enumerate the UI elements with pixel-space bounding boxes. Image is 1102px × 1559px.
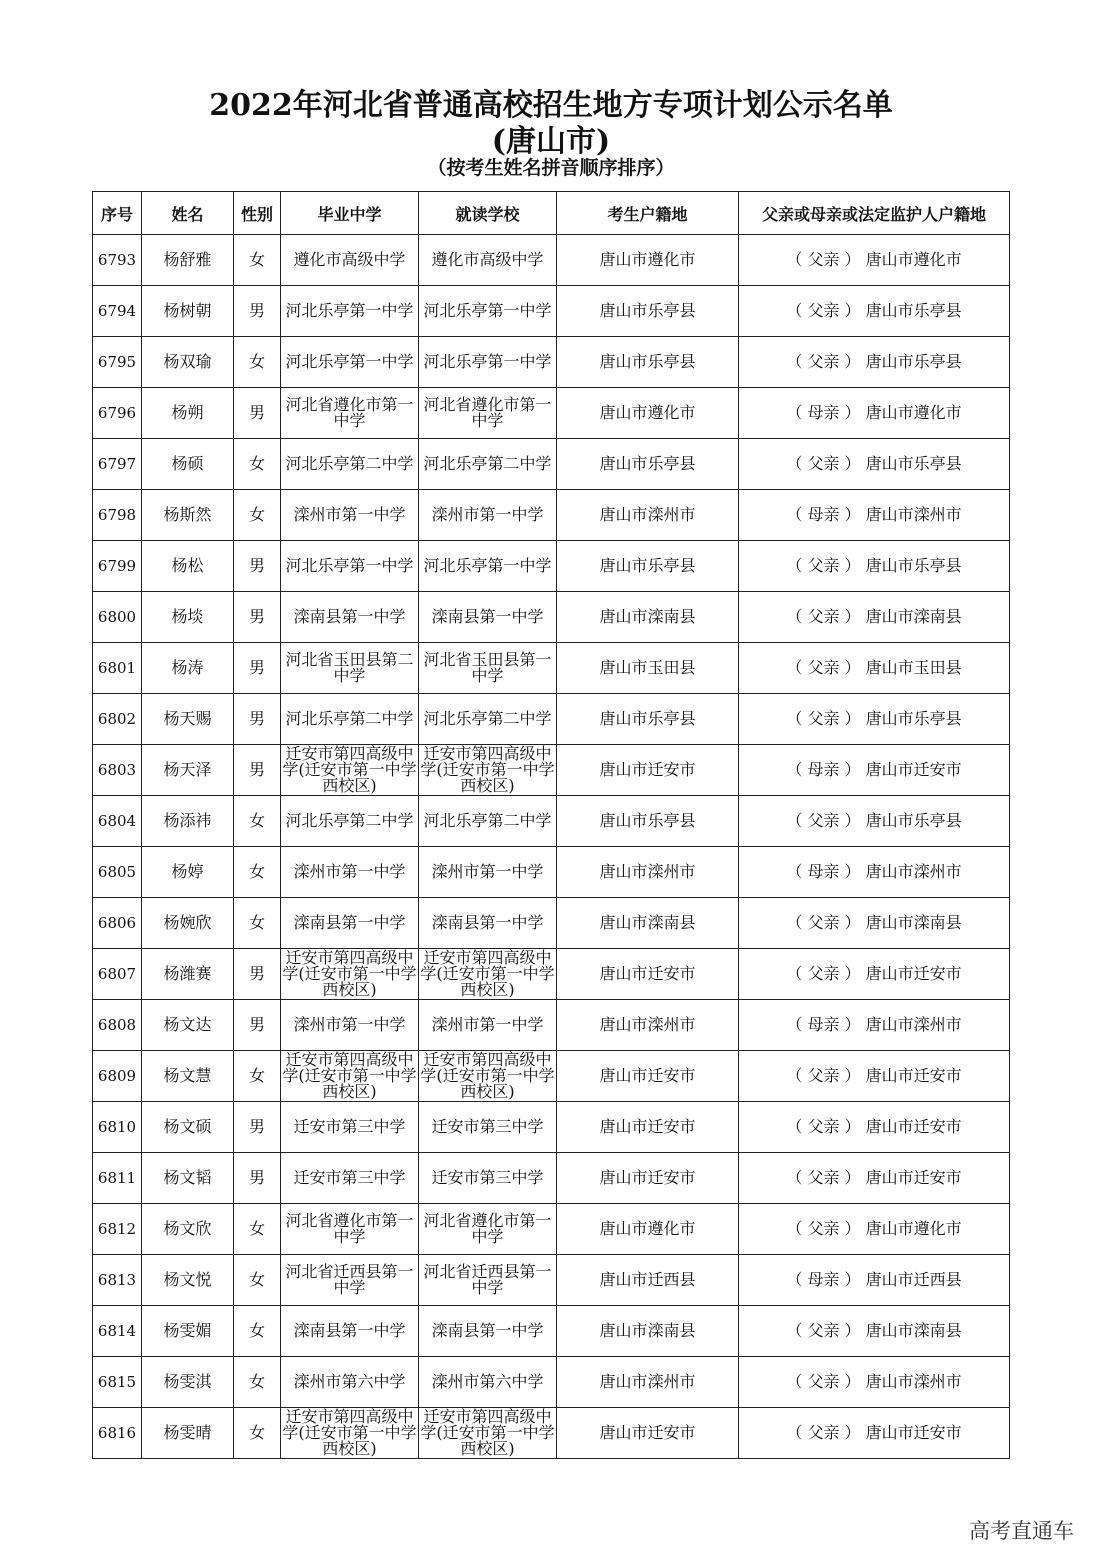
cell-guardian-hukou: （ 父亲 ） 唐山市乐亭县 [739, 286, 1010, 337]
table-row [93, 796, 1010, 847]
cell-grad-school: 河北乐亭第一中学 [281, 286, 419, 337]
cell-grad-school: 迁安市第三中学 [281, 1102, 419, 1153]
cell-grad-school: 滦南县第一中学 [281, 1306, 419, 1357]
table-row [93, 337, 1010, 388]
cell-guardian-hukou: （ 母亲 ） 唐山市滦州市 [739, 490, 1010, 541]
cell-grad-school: 滦州市第六中学 [281, 1357, 419, 1408]
cell-grad-school: 滦南县第一中学 [281, 898, 419, 949]
cell-no: 6805 [93, 847, 142, 898]
cell-no: 6801 [93, 643, 142, 694]
table-header-row [93, 192, 1010, 235]
cell-sex: 男 [234, 541, 281, 592]
cell-hukou: 唐山市滦州市 [557, 1357, 739, 1408]
cell-current-school: 河北乐亭第二中学 [419, 694, 557, 745]
cell-name: 杨天赐 [142, 694, 234, 745]
col-header-name: 姓名 [142, 192, 234, 235]
cell-no: 6814 [93, 1306, 142, 1357]
cell-no: 6810 [93, 1102, 142, 1153]
cell-grad-school: 河北乐亭第二中学 [281, 694, 419, 745]
cell-grad-school: 河北乐亭第一中学 [281, 337, 419, 388]
cell-sex: 男 [234, 694, 281, 745]
cell-sex: 女 [234, 1051, 281, 1102]
cell-sex: 女 [234, 847, 281, 898]
cell-current-school: 河北省遵化市第一中学 [419, 1204, 557, 1255]
cell-guardian-hukou: （ 父亲 ） 唐山市滦南县 [739, 592, 1010, 643]
cell-sex: 男 [234, 1153, 281, 1204]
cell-hukou: 唐山市滦州市 [557, 1000, 739, 1051]
table-row [93, 1153, 1010, 1204]
cell-guardian-hukou: （ 母亲 ） 唐山市迁安市 [739, 745, 1010, 796]
cell-hukou: 唐山市迁西县 [557, 1255, 739, 1306]
cell-current-school: 滦南县第一中学 [419, 1306, 557, 1357]
cell-name: 杨文达 [142, 1000, 234, 1051]
cell-no: 6796 [93, 388, 142, 439]
cell-current-school: 遵化市高级中学 [419, 235, 557, 286]
table-row [93, 643, 1010, 694]
cell-hukou: 唐山市迁安市 [557, 1153, 739, 1204]
cell-sex: 女 [234, 1255, 281, 1306]
cell-sex: 女 [234, 1357, 281, 1408]
table-row [93, 694, 1010, 745]
table-row [93, 1102, 1010, 1153]
cell-hukou: 唐山市玉田县 [557, 643, 739, 694]
cell-hukou: 唐山市遵化市 [557, 1204, 739, 1255]
cell-current-school: 迁安市第四高级中学(迁安市第一中学西校区) [420, 744, 555, 795]
cell-no: 6809 [93, 1051, 142, 1102]
cell-no: 6800 [93, 592, 142, 643]
cell-grad-school: 滦州市第一中学 [281, 1000, 419, 1051]
col-header-grad-school: 毕业中学 [281, 192, 419, 235]
cell-no: 6797 [93, 439, 142, 490]
cell-current-school: 滦州市第六中学 [419, 1357, 557, 1408]
cell-grad-school: 河北省遵化市第一中学 [281, 388, 419, 439]
cell-name: 杨涛 [142, 643, 234, 694]
cell-no: 6795 [93, 337, 142, 388]
cell-sex: 女 [234, 235, 281, 286]
page-title: 2022年河北省普通高校招生地方专项计划公示名单 [209, 88, 893, 123]
cell-current-school: 河北乐亭第一中学 [419, 286, 557, 337]
cell-hukou: 唐山市滦南县 [557, 1306, 739, 1357]
cell-guardian-hukou: （ 父亲 ） 唐山市迁安市 [739, 949, 1010, 1000]
cell-name: 杨文韬 [142, 1153, 234, 1204]
table-row [93, 541, 1010, 592]
cell-hukou: 唐山市乐亭县 [557, 337, 739, 388]
cell-sex: 男 [234, 949, 281, 1000]
table-row [93, 1051, 1010, 1102]
cell-hukou: 唐山市乐亭县 [557, 541, 739, 592]
cell-current-school: 河北乐亭第二中学 [419, 439, 557, 490]
cell-current-school: 迁安市第四高级中学(迁安市第一中学西校区) [420, 948, 555, 999]
cell-grad-school: 滦州市第一中学 [281, 490, 419, 541]
cell-current-school: 迁安市第三中学 [419, 1102, 557, 1153]
cell-name: 杨舒雅 [142, 235, 234, 286]
cell-hukou: 唐山市滦州市 [557, 490, 739, 541]
cell-guardian-hukou: （ 父亲 ） 唐山市迁安市 [739, 1102, 1010, 1153]
table-row [93, 1408, 1010, 1459]
cell-current-school: 迁安市第四高级中学(迁安市第一中学西校区) [420, 1050, 555, 1101]
cell-no: 6815 [93, 1357, 142, 1408]
cell-grad-school: 河北乐亭第二中学 [281, 796, 419, 847]
cell-guardian-hukou: （ 父亲 ） 唐山市迁安市 [739, 1153, 1010, 1204]
cell-sex: 男 [234, 745, 281, 796]
cell-no: 6802 [93, 694, 142, 745]
cell-hukou: 唐山市滦南县 [557, 592, 739, 643]
col-header-hukou: 考生户籍地 [557, 192, 739, 235]
cell-current-school: 河北省迁西县第一中学 [419, 1255, 557, 1306]
table-row [93, 490, 1010, 541]
cell-hukou: 唐山市迁安市 [557, 1051, 739, 1102]
cell-current-school: 河北省玉田县第一中学 [419, 643, 557, 694]
cell-hukou: 唐山市滦南县 [557, 898, 739, 949]
cell-guardian-hukou: （ 父亲 ） 唐山市乐亭县 [739, 796, 1010, 847]
page-subtitle: (唐山市) [491, 124, 611, 159]
table-row [93, 1000, 1010, 1051]
col-header-current-school: 就读学校 [419, 192, 557, 235]
cell-current-school: 滦南县第一中学 [419, 592, 557, 643]
col-header-no: 序号 [93, 192, 142, 235]
table-row [93, 286, 1010, 337]
cell-guardian-hukou: （ 父亲 ） 唐山市滦南县 [739, 1306, 1010, 1357]
cell-hukou: 唐山市乐亭县 [557, 694, 739, 745]
cell-guardian-hukou: （ 父亲 ） 唐山市玉田县 [739, 643, 1010, 694]
cell-sex: 女 [234, 1306, 281, 1357]
cell-name: 杨树朝 [142, 286, 234, 337]
cell-current-school: 迁安市第四高级中学(迁安市第一中学西校区) [420, 1407, 555, 1458]
cell-current-school: 滦州市第一中学 [419, 1000, 557, 1051]
cell-no: 6811 [93, 1153, 142, 1204]
table-row [93, 1204, 1010, 1255]
cell-name: 杨婷 [142, 847, 234, 898]
cell-sex: 男 [234, 286, 281, 337]
cell-name: 杨雯晴 [142, 1408, 234, 1459]
cell-sex: 女 [234, 490, 281, 541]
cell-guardian-hukou: （ 父亲 ） 唐山市滦州市 [739, 1357, 1010, 1408]
cell-hukou: 唐山市乐亭县 [557, 286, 739, 337]
table-row [93, 439, 1010, 490]
cell-no: 6812 [93, 1204, 142, 1255]
cell-hukou: 唐山市迁安市 [557, 1408, 739, 1459]
table-row [93, 898, 1010, 949]
cell-name: 杨文慧 [142, 1051, 234, 1102]
table-row [93, 1255, 1010, 1306]
cell-sex: 女 [234, 439, 281, 490]
cell-no: 6816 [93, 1408, 142, 1459]
cell-sex: 男 [234, 643, 281, 694]
cell-no: 6813 [93, 1255, 142, 1306]
cell-sex: 男 [234, 1102, 281, 1153]
cell-hukou: 唐山市乐亭县 [557, 796, 739, 847]
cell-current-school: 河北乐亭第二中学 [419, 796, 557, 847]
cell-grad-school: 滦南县第一中学 [281, 592, 419, 643]
table-row [93, 388, 1010, 439]
cell-no: 6798 [93, 490, 142, 541]
cell-sex: 女 [234, 1408, 281, 1459]
cell-name: 杨潍赛 [142, 949, 234, 1000]
roster-table [92, 191, 1010, 1459]
cell-hukou: 唐山市迁安市 [557, 1102, 739, 1153]
table-row [93, 1306, 1010, 1357]
cell-guardian-hukou: （ 母亲 ） 唐山市遵化市 [739, 388, 1010, 439]
cell-guardian-hukou: （ 父亲 ） 唐山市遵化市 [739, 1204, 1010, 1255]
cell-sex: 男 [234, 592, 281, 643]
col-header-guardian-hukou: 父亲或母亲或法定监护人户籍地 [739, 192, 1010, 235]
cell-grad-school: 迁安市第三中学 [281, 1153, 419, 1204]
cell-name: 杨埮 [142, 592, 234, 643]
cell-grad-school: 河北省遵化市第一中学 [281, 1204, 419, 1255]
table-row [93, 235, 1010, 286]
cell-name: 杨雯媚 [142, 1306, 234, 1357]
cell-current-school: 河北乐亭第一中学 [419, 337, 557, 388]
cell-no: 6808 [93, 1000, 142, 1051]
cell-guardian-hukou: （ 父亲 ） 唐山市乐亭县 [739, 694, 1010, 745]
col-header-sex: 性别 [234, 192, 281, 235]
cell-guardian-hukou: （ 父亲 ） 唐山市遵化市 [739, 235, 1010, 286]
cell-sex: 男 [234, 1000, 281, 1051]
cell-no: 6806 [93, 898, 142, 949]
cell-guardian-hukou: （ 母亲 ） 唐山市滦州市 [739, 847, 1010, 898]
cell-sex: 女 [234, 337, 281, 388]
cell-hukou: 唐山市乐亭县 [557, 439, 739, 490]
cell-guardian-hukou: （ 母亲 ） 唐山市迁西县 [739, 1255, 1010, 1306]
cell-grad-school: 河北省迁西县第一中学 [281, 1255, 419, 1306]
cell-no: 6804 [93, 796, 142, 847]
cell-no: 6799 [93, 541, 142, 592]
cell-name: 杨文硕 [142, 1102, 234, 1153]
cell-grad-school: 迁安市第四高级中学(迁安市第一中学西校区) [282, 1407, 417, 1458]
cell-hukou: 唐山市迁安市 [557, 949, 739, 1000]
watermark-footer: 高考直通车 [969, 1519, 1074, 1543]
cell-guardian-hukou: （ 父亲 ） 唐山市迁安市 [739, 1408, 1010, 1459]
cell-name: 杨天泽 [142, 745, 234, 796]
cell-current-school: 滦州市第一中学 [419, 847, 557, 898]
cell-guardian-hukou: （ 父亲 ） 唐山市乐亭县 [739, 541, 1010, 592]
cell-sex: 女 [234, 898, 281, 949]
cell-name: 杨文欣 [142, 1204, 234, 1255]
cell-name: 杨文悦 [142, 1255, 234, 1306]
table-row [93, 1357, 1010, 1408]
table-row [93, 592, 1010, 643]
cell-name: 杨朔 [142, 388, 234, 439]
cell-hukou: 唐山市遵化市 [557, 388, 739, 439]
cell-no: 6807 [93, 949, 142, 1000]
cell-grad-school: 滦州市第一中学 [281, 847, 419, 898]
cell-sex: 女 [234, 796, 281, 847]
cell-hukou: 唐山市遵化市 [557, 235, 739, 286]
cell-name: 杨硕 [142, 439, 234, 490]
cell-name: 杨斯然 [142, 490, 234, 541]
cell-current-school: 迁安市第三中学 [419, 1153, 557, 1204]
cell-grad-school: 迁安市第四高级中学(迁安市第一中学西校区) [282, 1050, 417, 1101]
cell-no: 6794 [93, 286, 142, 337]
cell-guardian-hukou: （ 父亲 ） 唐山市滦南县 [739, 898, 1010, 949]
sort-note: （按考生姓名拼音顺序排序） [427, 157, 675, 179]
cell-grad-school: 河北乐亭第一中学 [281, 541, 419, 592]
cell-name: 杨双瑜 [142, 337, 234, 388]
cell-no: 6793 [93, 235, 142, 286]
cell-name: 杨婉欣 [142, 898, 234, 949]
cell-name: 杨松 [142, 541, 234, 592]
cell-grad-school: 迁安市第四高级中学(迁安市第一中学西校区) [282, 948, 417, 999]
cell-current-school: 河北省遵化市第一中学 [419, 388, 557, 439]
cell-guardian-hukou: （ 父亲 ） 唐山市乐亭县 [739, 439, 1010, 490]
cell-no: 6803 [93, 745, 142, 796]
cell-grad-school: 河北省玉田县第二中学 [281, 643, 419, 694]
cell-current-school: 滦南县第一中学 [419, 898, 557, 949]
cell-grad-school: 迁安市第四高级中学(迁安市第一中学西校区) [282, 744, 417, 795]
table-row [93, 847, 1010, 898]
cell-sex: 男 [234, 388, 281, 439]
cell-name: 杨雯淇 [142, 1357, 234, 1408]
cell-grad-school: 遵化市高级中学 [281, 235, 419, 286]
cell-current-school: 滦州市第一中学 [419, 490, 557, 541]
cell-grad-school: 河北乐亭第二中学 [281, 439, 419, 490]
cell-hukou: 唐山市滦州市 [557, 847, 739, 898]
cell-guardian-hukou: （ 父亲 ） 唐山市乐亭县 [739, 337, 1010, 388]
cell-hukou: 唐山市迁安市 [557, 745, 739, 796]
cell-sex: 女 [234, 1204, 281, 1255]
cell-guardian-hukou: （ 母亲 ） 唐山市滦州市 [739, 1000, 1010, 1051]
table-row [93, 949, 1010, 1000]
table-row [93, 745, 1010, 796]
cell-name: 杨添祎 [142, 796, 234, 847]
cell-guardian-hukou: （ 父亲 ） 唐山市迁安市 [739, 1051, 1010, 1102]
cell-current-school: 河北乐亭第一中学 [419, 541, 557, 592]
